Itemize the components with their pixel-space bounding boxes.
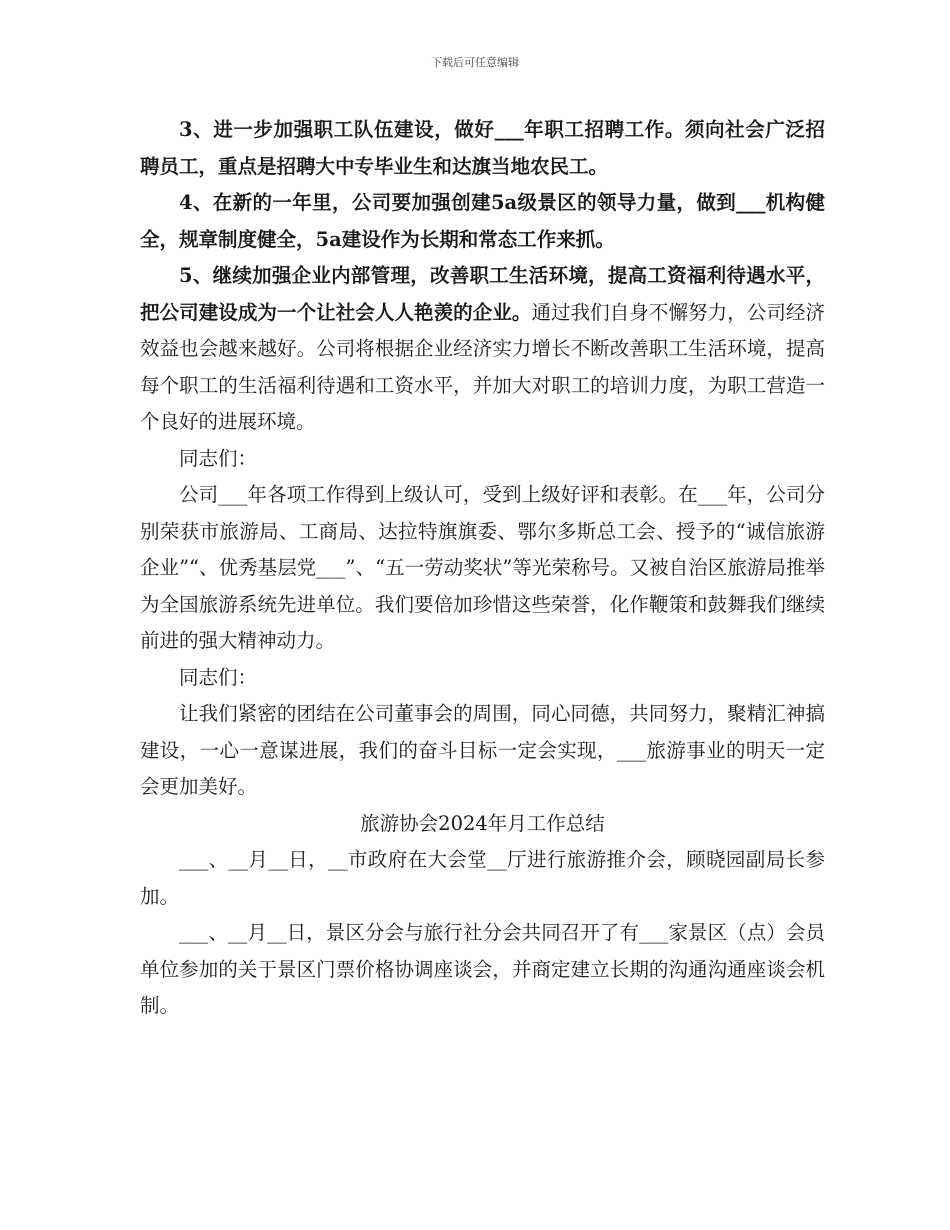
section-paragraph: ___、__月__日，__市政府在大会堂__厅进行旅游推介会，顾晓园副局长参加。 bbox=[140, 848, 825, 908]
salutation: 同志们： bbox=[179, 446, 258, 470]
document-body bbox=[140, 112, 825, 1025]
paragraph-item-5-bold: 5、继续加强企业内部管理，改善职工生活环境，提高工资福利待遇水平，把公司建设成为一个让社会人人艳羡的企业。 bbox=[140, 264, 825, 324]
paragraph-item-5-rest: 通过我们自身不懈努力，公司经济效益也会越来越好。公司将根据企业经济实力增长不断改善职工生活环境，提高每个职工的生活福利待遇和工资水平，并加大对职工的培训力度，为职工营造一个良好的进展环境。 bbox=[140, 300, 825, 433]
header-note: 下载后可任意编辑 bbox=[431, 56, 519, 69]
paragraph-item-4: 4、在新的一年里，公司要加强创建5a级景区的领导力量，做到___机构健全，规章制度健全，5a建设作为长期和常态工作来抓。 bbox=[140, 191, 825, 251]
salutation: 同志们： bbox=[179, 665, 258, 689]
paragraph-honors: 公司___年各项工作得到上级认可，受到上级好评和表彰。在___年，公司分别荣获市旅游局、工商局、达拉特旗旗委、鄂尔多斯总工会、授予的“诚信旅游企业”“、优秀基层党___”、“五一劳动奖状”等光荣称号。又被自治区旅游局推举为全国旅游系统先进单位。我们要倍加珍惜这些荣誉，化作鞭策和鼓舞我们继续前进的强大精神动力。 bbox=[140, 483, 825, 652]
paragraph-item-5 bbox=[140, 258, 825, 441]
paragraph-closing: 让我们紧密的团结在公司董事会的周围，同心同德，共同努力，聚精汇神搞建设，一心一意谋进展，我们的奋斗目标一定会实现，___旅游事业的明天一定会更加美好。 bbox=[140, 702, 825, 798]
section-paragraph: ___、__月__日，景区分会与旅行社分会共同召开了有___家景区（点）会员单位参加的关于景区门票价格协调座谈会，并商定建立长期的沟通沟通座谈会机制。 bbox=[140, 921, 825, 1017]
paragraph-item-3: 3、进一步加强职工队伍建设，做好___年职工招聘工作。须向社会广泛招聘员工，重点是招聘大中专毕业生和达旗当地农民工。 bbox=[140, 118, 825, 178]
section-title: 旅游协会2024年月工作总结 bbox=[360, 811, 605, 835]
